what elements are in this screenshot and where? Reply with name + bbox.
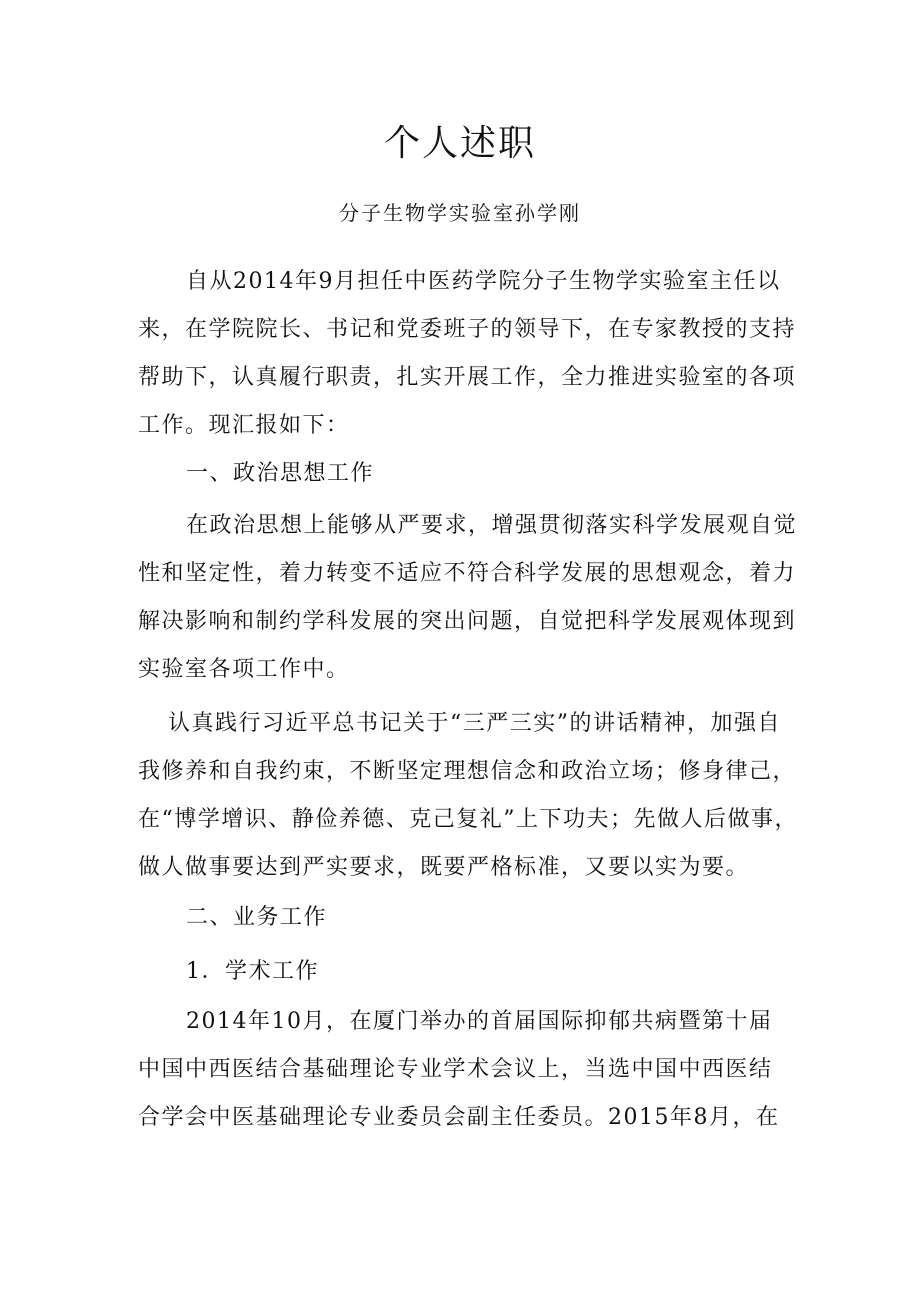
paragraph-line: 中国中西医结合基础理论专业学术会议上，当选中国中西医结 [138, 1057, 773, 1082]
paragraph-line: 在政治思想上能够从严要求，增强贯彻落实科学发展观自觉 [186, 513, 798, 538]
paragraph-line: 合学会中医基础理论专业委员会副主任委员。2015年8月，在 [138, 1105, 780, 1130]
paragraph-line: 工作。现汇报如下： [138, 413, 350, 438]
paragraph-line: 在“博学增识、静俭养德、克己复礼”上下功夫；先做人后做事， [138, 807, 798, 832]
paragraph-line: 来，在学院院长、书记和党委班子的领导下，在专家教授的支持 [138, 317, 797, 342]
subsection-heading: 1．学术工作 [186, 959, 319, 984]
paragraph-line: 我修养和自我约束，不断坚定理想信念和政治立场；修身律己， [138, 759, 797, 784]
paragraph-line: 认真践行习近平总书记关于“三严三实”的讲话精神，加强自 [168, 711, 781, 736]
paragraph-line: 自从2014年9月担任中医药学院分子生物学实验室主任以 [186, 269, 781, 294]
document-subtitle: 分子生物学实验室孙学刚 [339, 201, 581, 225]
paragraph-line: 做人做事要达到严实要求，既要严格标准，又要以实为要。 [138, 855, 750, 880]
paragraph-line: 性和坚定性，着力转变不适应不符合科学发展的思想观念，着力 [138, 561, 797, 586]
paragraph-line: 解决影响和制约学科发展的突出问题，自觉把科学发展观体现到 [138, 609, 797, 634]
section-heading: 一、政治思想工作 [186, 461, 375, 486]
paragraph-line: 实验室各项工作中。 [138, 657, 350, 682]
paragraph-line: 2014年10月，在厦门举办的首届国际抑郁共病暨第十届 [186, 1009, 773, 1034]
document-title: 个人述职 [383, 123, 536, 164]
section-heading: 二、业务工作 [186, 905, 328, 930]
paragraph-line: 帮助下，认真履行职责，扎实开展工作，全力推进实验室的各项 [138, 365, 797, 390]
